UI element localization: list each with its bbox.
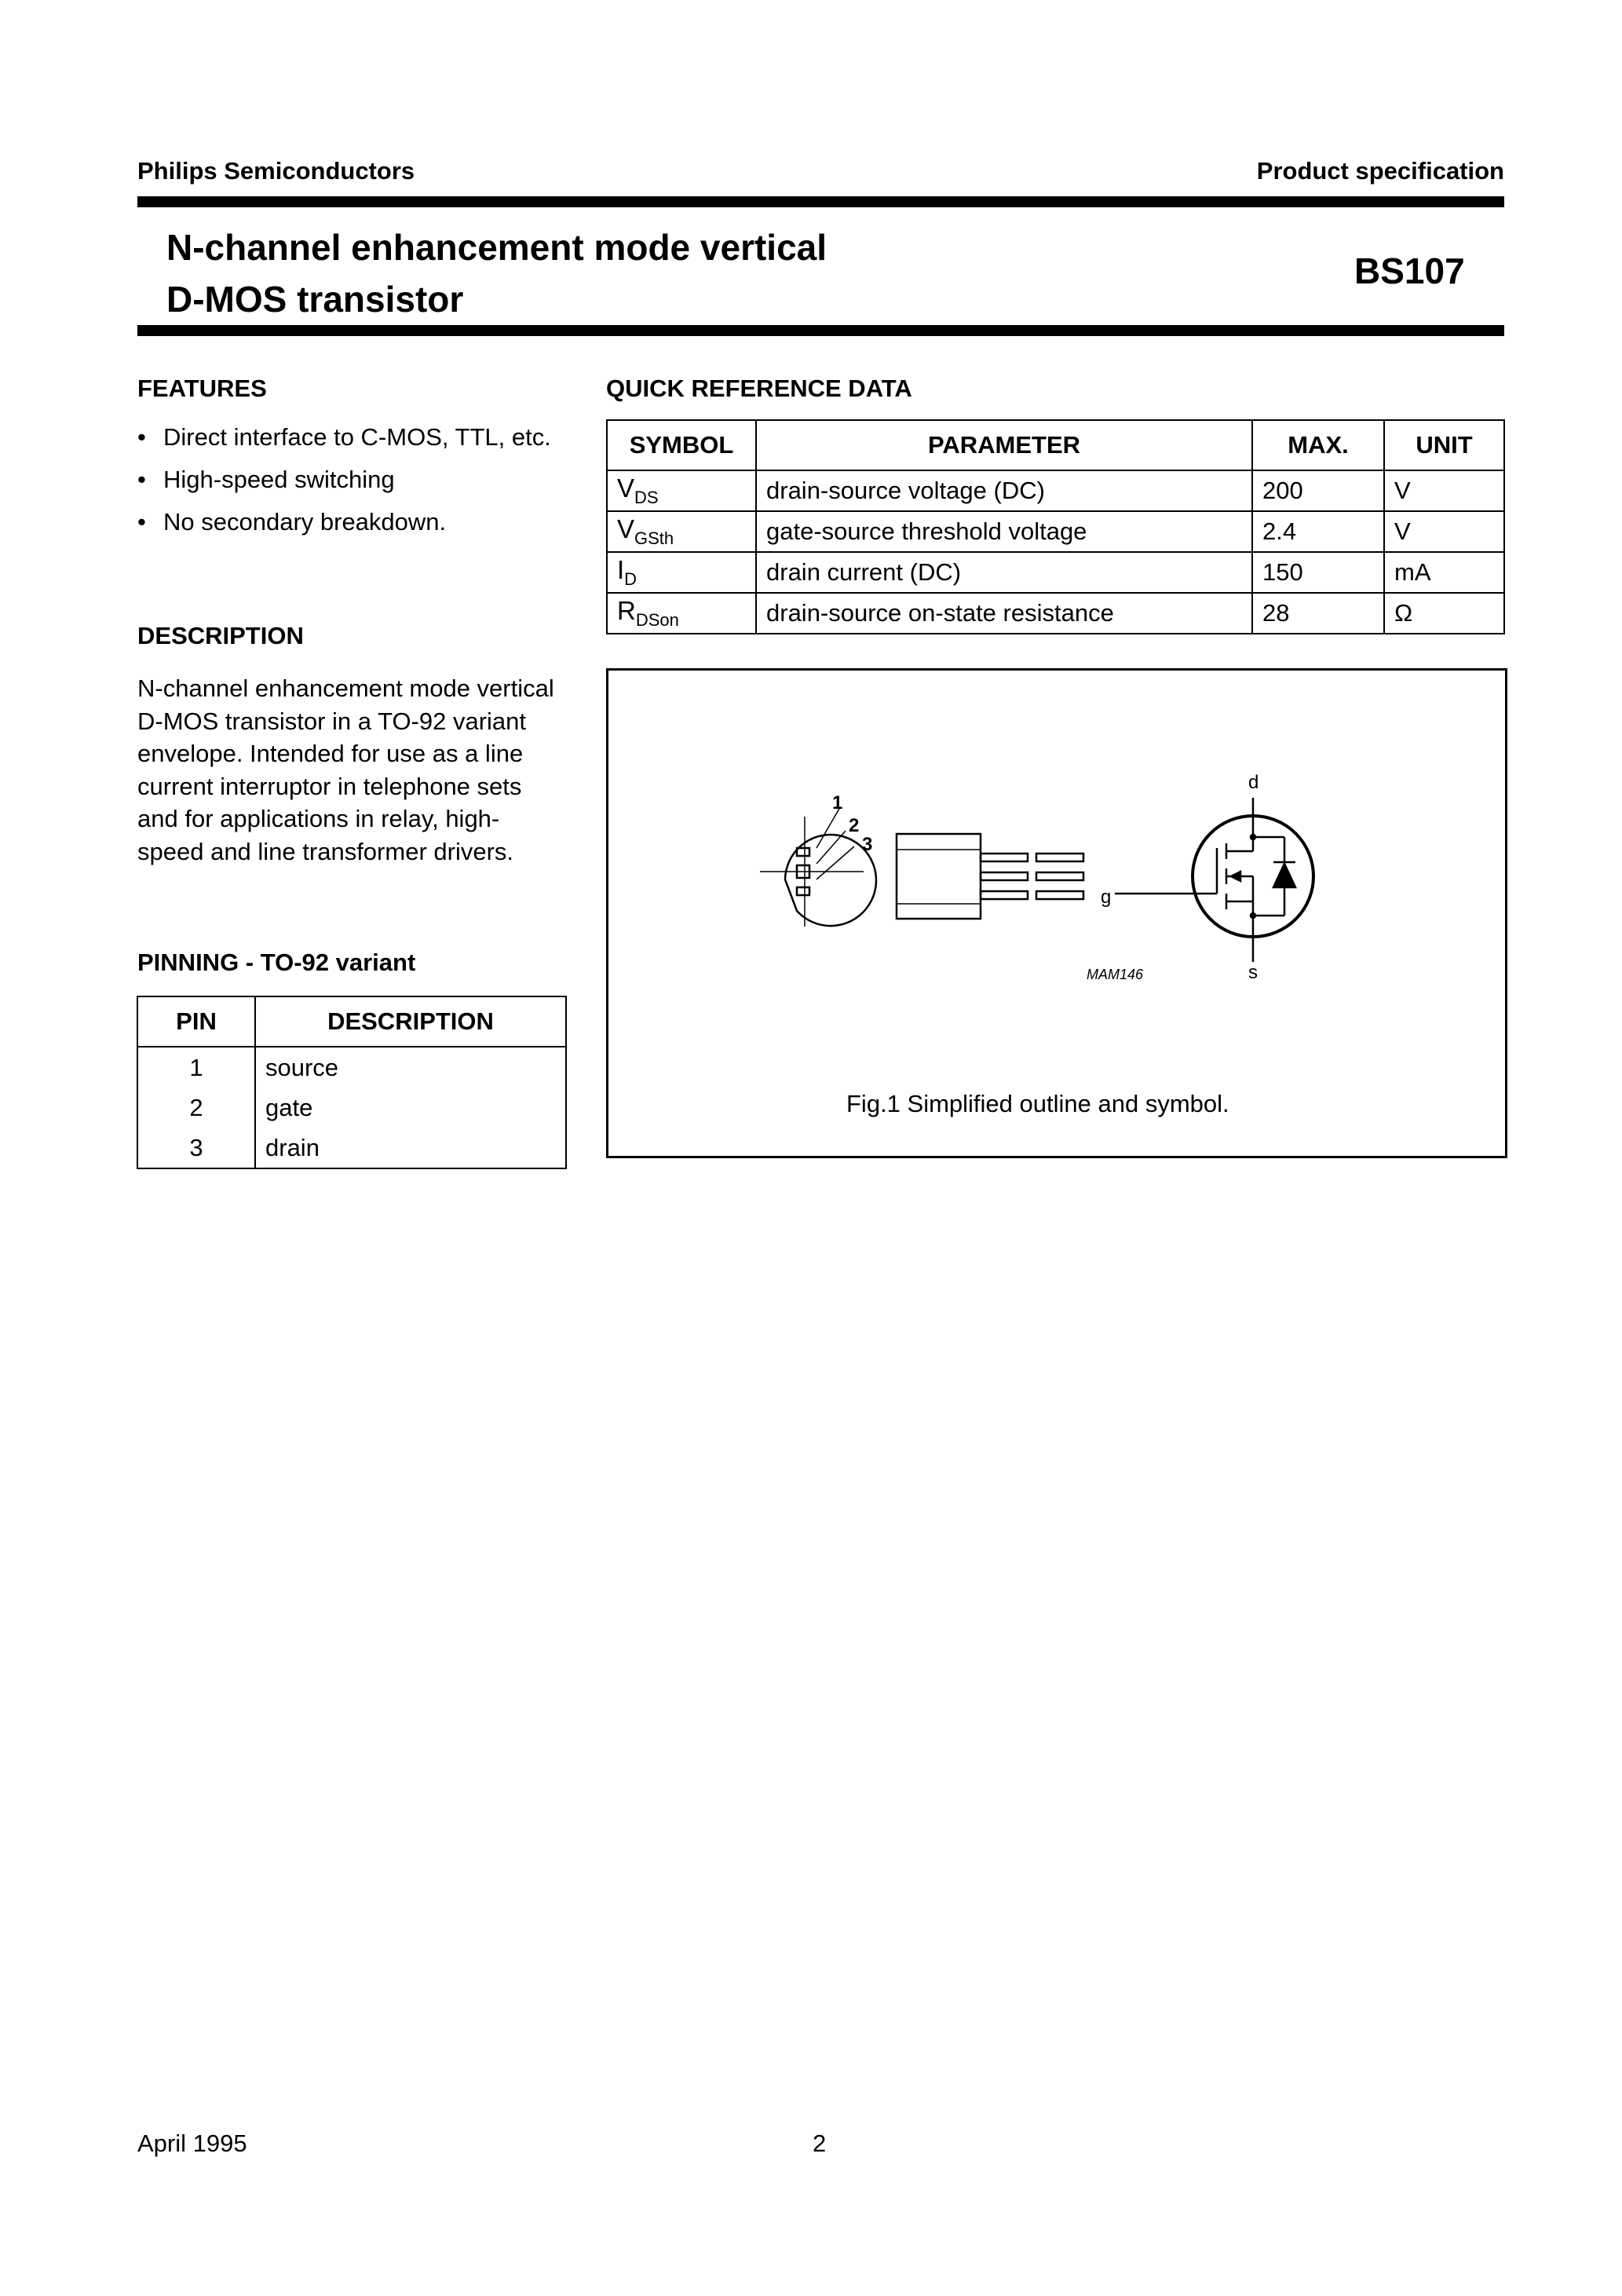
- title-rule: [137, 325, 1504, 336]
- feature-text: High-speed switching: [163, 466, 395, 493]
- to92-side-view: [897, 834, 1083, 919]
- gate-label: g: [1101, 887, 1112, 908]
- pinning-table: [137, 996, 567, 1169]
- footer-date: April 1995: [137, 2130, 247, 2157]
- feature-item: • Direct interface to C-MOS, TTL, etc.: [137, 423, 551, 451]
- header-company: Philips Semiconductors: [137, 157, 415, 185]
- parameter-cell: drain current (DC): [756, 552, 1252, 593]
- quick-reference-table: [606, 419, 1505, 634]
- unit-cell: Ω: [1384, 593, 1504, 634]
- outline-and-symbol-figure: [754, 762, 1350, 997]
- pin-label-1: 1: [832, 792, 843, 813]
- source-label: s: [1248, 962, 1258, 983]
- max-cell: 2.4: [1252, 511, 1384, 552]
- pin-label-2: 2: [849, 815, 860, 836]
- symbol-subscript: DSon: [635, 610, 679, 630]
- feature-text: Direct interface to C-MOS, TTL, etc.: [163, 423, 551, 451]
- max-cell: 150: [1252, 552, 1384, 593]
- title-line-1: N-channel enhancement mode vertical: [166, 227, 827, 268]
- table-row: [607, 552, 1504, 593]
- feature-text: No secondary breakdown.: [163, 508, 447, 536]
- table-row: [607, 470, 1504, 511]
- top-rule: [137, 196, 1504, 207]
- feature-item: • No secondary breakdown.: [137, 508, 447, 536]
- figure-caption: Fig.1 Simplified outline and symbol.: [846, 1090, 1229, 1117]
- title-line-2: D-MOS transistor: [166, 279, 464, 320]
- pinning-heading: PINNING - TO-92 variant: [137, 949, 416, 976]
- column-header: MAX.: [1252, 420, 1384, 470]
- pin-description: source: [255, 1047, 566, 1088]
- symbol-cell: [607, 552, 756, 593]
- symbol-subscript: DS: [634, 488, 659, 507]
- table-row: [137, 1088, 566, 1128]
- unit-cell: V: [1384, 511, 1504, 552]
- table-header-row: [137, 996, 566, 1047]
- table-row: [137, 1047, 566, 1088]
- pin-number: 1: [137, 1047, 255, 1088]
- column-header: DESCRIPTION: [255, 996, 566, 1047]
- table-row: [607, 593, 1504, 634]
- table-header-row: [607, 420, 1504, 470]
- pin-label-3: 3: [862, 834, 873, 855]
- page-number: 2: [813, 2130, 827, 2157]
- description-text: N-channel enhancement mode vertical D-MOS transistor in a TO-92 variant envelope. Intended for use as a line current interruptor in telephone sets and for applications in relay, high-speed and line transformer drivers.: [137, 675, 554, 865]
- table-row: [607, 511, 1504, 552]
- symbol: I: [617, 555, 625, 584]
- symbol: V: [617, 473, 635, 503]
- table-row: [137, 1128, 566, 1168]
- symbol-cell: [607, 470, 756, 511]
- parameter-cell: gate-source threshold voltage: [756, 511, 1252, 552]
- unit-cell: V: [1384, 470, 1504, 511]
- pin-description: gate: [255, 1088, 566, 1128]
- pin-number: 3: [137, 1128, 255, 1168]
- pin-description: drain: [255, 1128, 566, 1168]
- column-header: PARAMETER: [756, 420, 1252, 470]
- page-title: [166, 221, 827, 325]
- symbol-cell: [607, 511, 756, 552]
- parameter-cell: drain-source on-state resistance: [756, 593, 1252, 634]
- symbol: R: [617, 596, 636, 625]
- feature-item: • High-speed switching: [137, 466, 395, 493]
- drain-label: d: [1248, 772, 1259, 793]
- unit-cell: mA: [1384, 552, 1504, 593]
- mosfet-symbol: [1115, 798, 1313, 962]
- max-cell: 28: [1252, 593, 1384, 634]
- quick-reference-heading: QUICK REFERENCE DATA: [606, 375, 912, 402]
- column-header: UNIT: [1384, 420, 1504, 470]
- features-heading: FEATURES: [137, 375, 267, 402]
- header-doc-type: Product specification: [1256, 157, 1504, 185]
- pin-number: 2: [137, 1088, 255, 1128]
- figure-code: MAM146: [1087, 967, 1144, 982]
- parameter-cell: drain-source voltage (DC): [756, 470, 1252, 511]
- column-header: SYMBOL: [607, 420, 756, 470]
- column-header: PIN: [137, 996, 255, 1047]
- description-heading: DESCRIPTION: [137, 622, 304, 649]
- symbol-cell: [607, 593, 756, 634]
- symbol: V: [617, 514, 635, 543]
- max-cell: 200: [1252, 470, 1384, 511]
- features-list: [137, 421, 561, 548]
- symbol-subscript: GSth: [634, 528, 674, 548]
- part-number: BS107: [1354, 250, 1465, 291]
- symbol-subscript: D: [624, 569, 637, 589]
